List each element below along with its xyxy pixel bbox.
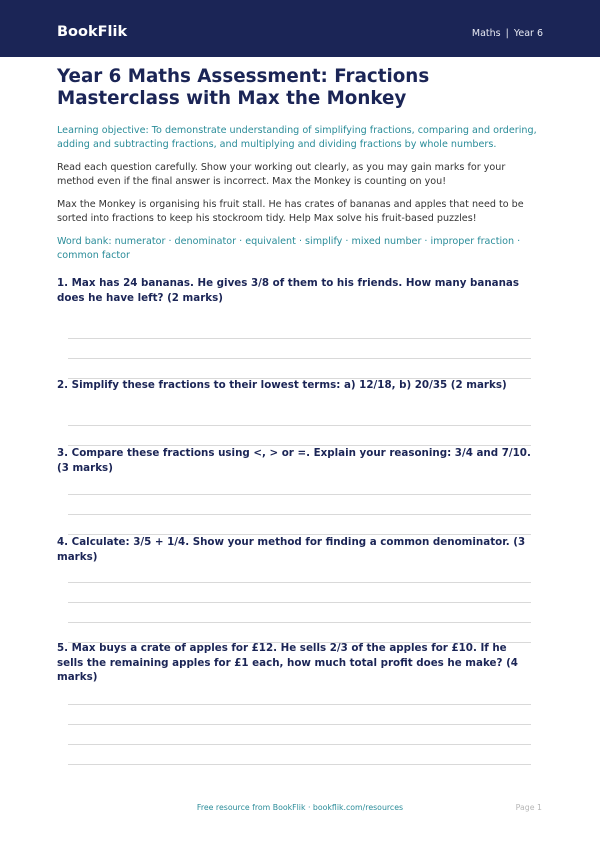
answer-line[interactable] [68, 494, 531, 495]
answer-line[interactable] [68, 582, 531, 583]
answer-line[interactable] [68, 338, 531, 339]
year-label: Year 6 [513, 28, 543, 39]
answer-line[interactable] [68, 724, 531, 725]
answer-line[interactable] [68, 704, 531, 705]
story-intro: Max the Monkey is organising his fruit stall. He has crates of bananas and apples that need to be sorted into fractions to keep his stockroom tidy. Help Max solve his fruit-based puzzles! [57, 199, 524, 224]
answer-line[interactable] [68, 764, 531, 765]
page-title: Year 6 Maths Assessment: Fractions Masterclass with Max the Monkey [57, 66, 430, 109]
intro-section [57, 66, 543, 262]
brand-logo[interactable]: BookFlik [57, 24, 128, 40]
answer-line[interactable] [68, 358, 531, 359]
question-5: 5. Max buys a crate of apples for £12. He sells 2/3 of the apples for £10. If he sells the remaining apples for £1 each, how much total profit does he make? (4 marks) [57, 642, 518, 683]
question-4: 4. Calculate: 3/5 + 1/4. Show your method for finding a common denominator. (3 marks) [57, 536, 526, 563]
footer-credit[interactable]: Free resource from BookFlik · bookflik.com/resources [196, 803, 404, 812]
subject-label: Maths [471, 28, 501, 39]
question-1: 1. Max has 24 bananas. He gives 3/8 of them to his friends. How many bananas does he have left? (2 marks) [57, 277, 520, 304]
meta-separator: | [505, 28, 509, 39]
learning-objective: Learning objective: To demonstrate understanding of simplifying fractions, comparing and ordering, adding and subtracting fractions, and multiplying and dividing fractions by whole numbers. [57, 125, 537, 150]
answer-line[interactable] [68, 744, 531, 745]
word-bank: Word bank: numerator · denominator · equivalent · simplify · mixed number · improper fraction · common factor [57, 236, 521, 261]
header-bar [0, 0, 600, 57]
instructions-text: Read each question carefully. Show your working out clearly, as you may gain marks for your method even if the final answer is incorrect. Max the Monkey is counting on you! [57, 162, 506, 187]
answer-line[interactable] [68, 514, 531, 515]
answer-line[interactable] [68, 425, 531, 426]
question-2: 2. Simplify these fractions to their lowest terms: a) 12/18, b) 20/35 (2 marks) [57, 379, 507, 391]
answer-line[interactable] [68, 602, 531, 603]
question-3: 3. Compare these fractions using <, > or =. Explain your reasoning: 3/4 and 7/10. (3 marks) [57, 447, 531, 474]
answer-line[interactable] [68, 622, 531, 623]
subject-year-label [472, 27, 543, 41]
page-number: Page 1 [515, 803, 542, 812]
